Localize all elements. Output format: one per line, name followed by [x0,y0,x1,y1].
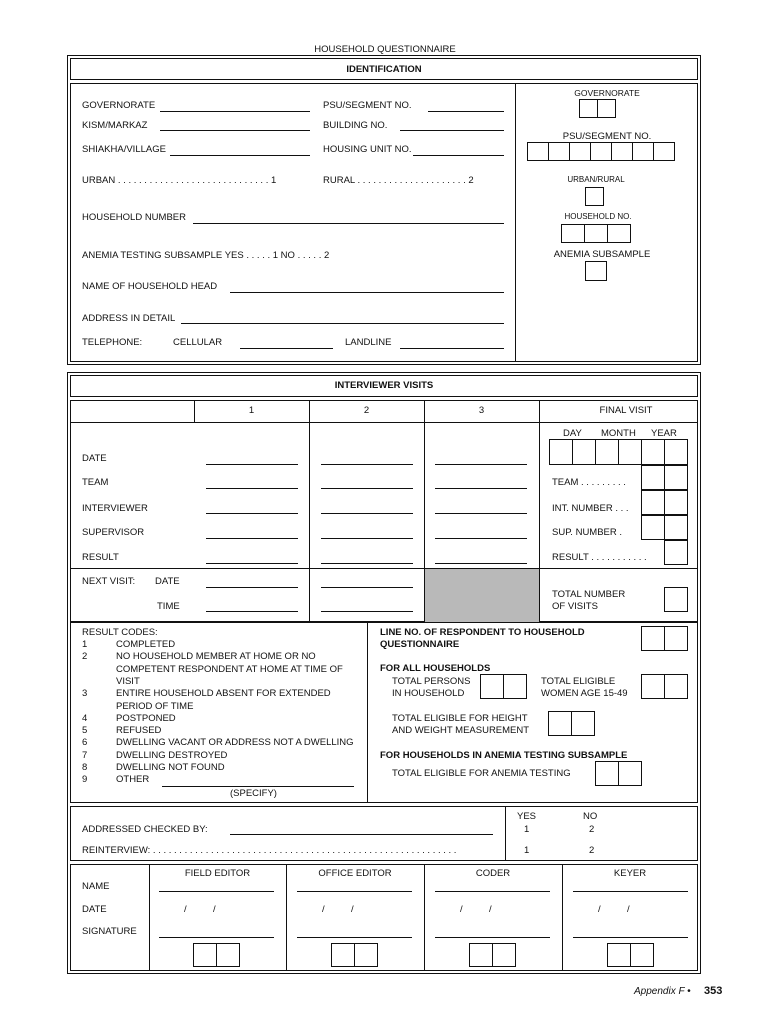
governorate-field[interactable] [160,111,310,112]
editor-date-slashes: / / [184,904,216,915]
total-visits-label-1: TOTAL NUMBER [552,589,626,600]
result-code-text: VISIT [116,675,140,687]
result-code-text: REFUSED [116,725,162,737]
editor-name-label: NAME [82,881,110,892]
yes-header: YES [517,811,537,822]
row-supervisor-label: SUPERVISOR [82,527,145,538]
final-result-box[interactable] [664,540,688,565]
visit-col-2: 2 [363,405,370,416]
result-code-text: NO HOUSEHOLD MEMBER AT HOME OR NO [116,651,316,663]
governorate-code-label: GOVERNORATE [574,88,640,98]
checks-divider [505,806,506,861]
final-sup-label: SUP. NUMBER . [552,527,623,538]
visits-col-divider [539,400,540,622]
total-visits-box[interactable] [664,587,688,612]
urban-rural-code-label: URBAN/RURAL [567,175,625,184]
editor-date-slashes: / / [598,904,630,915]
result-code-text: DWELLING DESTROYED [116,749,228,761]
coder-header: CODER [475,868,511,879]
visits-header-rule [70,422,698,423]
total-height-label-1: TOTAL ELIGIBLE FOR HEIGHT [392,713,528,724]
page-number: 353 [704,985,723,997]
specify-label: (SPECIFY) [230,788,277,799]
total-persons-label-2: IN HOUSEHOLD [392,688,465,699]
editors-divider [286,864,287,971]
household-no-code-label: HOUSEHOLD NO. [564,212,632,221]
visits-heading: INTERVIEWER VISITS [334,380,434,391]
next-visit-rule [70,568,698,569]
field-editor-header: FIELD EDITOR [184,868,251,879]
visit-entry-field[interactable] [321,563,413,564]
visit-col-3: 3 [478,405,485,416]
identification-divider [515,83,516,362]
landline-field[interactable] [400,348,504,349]
row-result-label: RESULT [82,552,119,563]
total-eligible-women-2: WOMEN AGE 15-49 [541,688,628,699]
total-eligible-women-1: TOTAL ELIGIBLE [541,676,616,687]
final-year-label: YEAR [651,428,677,439]
visit-entry-field[interactable] [206,563,298,564]
result-code-text: DWELLING NOT FOUND [116,762,225,773]
visit-entry-field[interactable] [435,513,527,514]
reinterview-label: REINTERVIEW: . . . . . . . . . . . . . . . . . . . . . . . . . . . . . . . . . . . . . . . . . . . . . . . . . . . . . . . . . . [82,845,457,856]
final-month-label: MONTH [601,428,636,439]
result-codes-divider [367,622,368,803]
editor-code-boxes[interactable] [193,943,240,967]
final-visit-header: FINAL VISIT [599,405,653,416]
result-code-number: 6 [82,737,88,749]
visit-entry-field[interactable] [321,538,413,539]
urban-option: URBAN . . . . . . . . . . . . . . . . . . . . . . . . . . . . . 1 [82,175,277,186]
for-all-households: FOR ALL HOUSEHOLDS [380,663,491,674]
other-specify-field[interactable] [162,786,354,787]
anemia-total-boxes[interactable] [595,761,642,786]
telephone-label: TELEPHONE: [82,337,143,348]
visit-col-1: 1 [248,405,255,416]
household-number-label: HOUSEHOLD NUMBER [82,212,186,223]
total-persons-boxes[interactable] [480,674,527,699]
editor-code-boxes[interactable] [607,943,654,967]
editor-entry-field[interactable] [573,891,688,892]
visit-entry-field[interactable] [435,563,527,564]
household-head-field[interactable] [230,292,504,293]
rural-option: RURAL . . . . . . . . . . . . . . . . . . . . . 2 [323,175,474,186]
total-eligible-women-boxes[interactable] [641,674,688,699]
editor-entry-field[interactable] [159,937,274,938]
editor-signature-label: SIGNATURE [82,926,137,937]
total-visits-label-2: OF VISITS [552,601,598,612]
addressed-yes-code: 1 [524,824,530,835]
row-date-label: DATE [82,453,107,464]
final-int-label: INT. NUMBER . . . [552,503,629,514]
result-code-number: 5 [82,725,88,737]
result-code-text: COMPLETED [116,639,176,650]
addressed-no-code: 2 [589,824,595,835]
visit-entry-field[interactable] [435,464,527,465]
next-visit-date-label: DATE [155,576,180,587]
visit-entry-field[interactable] [206,464,298,465]
result-codes-heading: RESULT CODES: [82,627,158,638]
result-code-text: OTHER [116,774,150,786]
editor-date-slashes: / / [460,904,492,915]
row-team-label: TEAM [82,477,109,488]
housing-unit-field[interactable] [413,155,504,156]
address-label: ADDRESS IN DETAIL [82,313,176,324]
no-header: NO [583,811,598,822]
governorate-label: GOVERNORATE [82,100,156,111]
anemia-code-box[interactable] [585,261,607,281]
shiakha-field[interactable] [170,155,310,156]
row-interviewer-label: INTERVIEWER [82,503,148,514]
editors-box [70,864,698,971]
final-team-label: TEAM . . . . . . . . . [552,477,626,488]
addressed-label: ADDRESSED CHECKED BY: [82,824,208,835]
result-code-number: 8 [82,762,88,773]
editor-entry-field[interactable] [297,937,412,938]
keyer-header: KEYER [613,868,647,879]
result-code-text: COMPETENT RESPONDENT AT HOME AT TIME OF [116,663,343,675]
result-code-number: 9 [82,774,88,786]
identification-heading: IDENTIFICATION [346,64,422,75]
final-team-boxes[interactable] [641,465,688,490]
anemia-households-heading: FOR HOUSEHOLDS IN ANEMIA TESTING SUBSAMPLE [380,750,628,761]
household-number-field[interactable] [193,223,504,224]
psu-segment-field[interactable] [428,111,504,112]
visit-entry-field[interactable] [435,488,527,489]
line-no-boxes[interactable] [641,626,688,651]
visit-entry-field[interactable] [321,488,413,489]
result-code-number: 3 [82,688,88,700]
visit-entry-field[interactable] [435,538,527,539]
next-visit-label: NEXT VISIT: [82,576,136,587]
editor-date-slashes: / / [322,904,354,915]
result-code-number: 1 [82,639,88,650]
household-no-code-boxes[interactable] [561,224,631,243]
editors-divider [562,864,563,971]
building-label: BUILDING NO. [323,120,388,131]
office-editor-header: OFFICE EDITOR [318,868,392,879]
household-head-label: NAME OF HOUSEHOLD HEAD [82,281,218,292]
result-code-number: 7 [82,749,88,761]
visit-entry-field[interactable] [321,513,413,514]
cellular-field[interactable] [240,348,333,349]
next-visit-field[interactable] [321,611,413,612]
reinterview-yes-code: 1 [524,845,530,856]
appendix-label: Appendix F • [634,986,691,997]
editor-entry-field[interactable] [297,891,412,892]
cellular-label: CELLULAR [173,337,223,348]
address-field[interactable] [181,323,504,324]
result-code-text: ENTIRE HOUSEHOLD ABSENT FOR EXTENDED [116,688,331,700]
visit-entry-field[interactable] [206,488,298,489]
editor-entry-field[interactable] [435,891,550,892]
visit-entry-field[interactable] [206,513,298,514]
final-int-boxes[interactable] [641,490,688,515]
reinterview-no-code: 2 [589,845,595,856]
next-visit-field[interactable] [206,587,298,588]
anemia-subsample-line: ANEMIA TESTING SUBSAMPLE YES . . . . . 1 NO . . . . . 2 [82,250,330,261]
anemia-code-label: ANEMIA SUBSAMPLE [553,249,651,260]
visits-col-divider [309,400,310,622]
editor-entry-field[interactable] [573,937,688,938]
urban-rural-code-box[interactable] [585,187,604,206]
total-persons-label-1: TOTAL PERSONS [392,676,471,687]
psu-code-label: PSU/SEGMENT NO. [562,131,652,142]
shaded-cell [425,569,539,622]
kism-label: KISM/MARKAZ [82,120,148,131]
result-code-text: POSTPONED [116,712,176,724]
total-height-boxes[interactable] [548,711,595,736]
kism-field[interactable] [160,130,310,131]
building-field[interactable] [400,130,504,131]
page-title: HOUSEHOLD QUESTIONNAIRE [314,44,456,55]
result-code-number: 4 [82,712,88,724]
psu-segment-label: PSU/SEGMENT NO. [323,100,412,111]
line-no-label-1: LINE NO. OF RESPONDENT TO HOUSEHOLD [380,627,585,638]
anemia-total-label: TOTAL ELIGIBLE FOR ANEMIA TESTING [392,768,571,779]
final-result-label: RESULT . . . . . . . . . . . [552,552,647,563]
result-code-number: 2 [82,651,88,663]
next-visit-time-label: TIME [157,601,180,612]
result-code-text: PERIOD OF TIME [116,700,194,712]
editor-code-boxes[interactable] [469,943,516,967]
result-code-text: DWELLING VACANT OR ADDRESS NOT A DWELLING [116,737,354,749]
visit-entry-field[interactable] [321,464,413,465]
shiakha-label: SHIAKHA/VILLAGE [82,144,166,155]
final-date-boxes[interactable] [549,439,688,465]
editors-divider [424,864,425,971]
line-no-label-2: QUESTIONNAIRE [380,639,460,650]
editor-entry-field[interactable] [159,891,274,892]
addressed-field[interactable] [230,834,493,835]
final-day-label: DAY [563,428,582,439]
editor-date-label: DATE [82,904,107,915]
housing-unit-label: HOUSING UNIT NO. [323,144,412,155]
total-height-label-2: AND WEIGHT MEASUREMENT [392,725,530,736]
landline-label: LANDLINE [345,337,392,348]
next-visit-field[interactable] [206,611,298,612]
visit-entry-field[interactable] [206,538,298,539]
editors-divider [149,864,150,971]
editor-entry-field[interactable] [435,937,550,938]
next-visit-field[interactable] [321,587,413,588]
psu-code-boxes[interactable] [527,142,675,161]
editor-code-boxes[interactable] [331,943,378,967]
final-sup-boxes[interactable] [641,515,688,540]
governorate-code-boxes[interactable] [579,99,616,118]
